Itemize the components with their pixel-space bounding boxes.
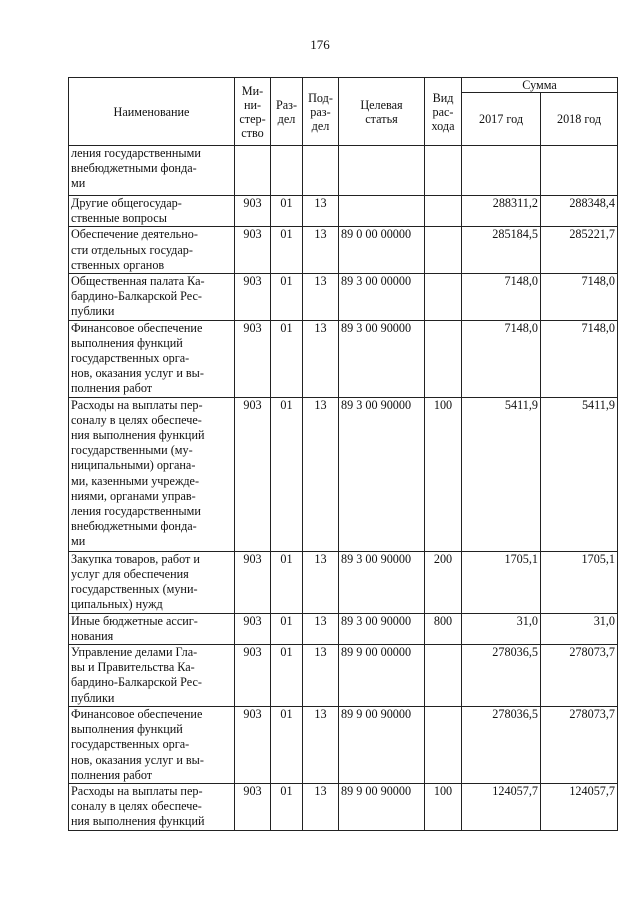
row-section: 01 <box>271 613 303 644</box>
row-sum-2017: 288311,2 <box>462 196 541 227</box>
row-expense-type: 200 <box>425 551 462 613</box>
row-ministry: 903 <box>235 707 271 784</box>
row-ministry: 903 <box>235 196 271 227</box>
row-expense-type <box>425 146 462 196</box>
row-expense-type <box>425 320 462 397</box>
row-target: 89 3 00 90000 <box>339 320 425 397</box>
row-ministry <box>235 146 271 196</box>
table-row <box>69 707 618 784</box>
row-sum-2017: 31,0 <box>462 613 541 644</box>
row-section <box>271 146 303 196</box>
table-row <box>69 613 618 644</box>
row-sum-2017: 285184,5 <box>462 227 541 274</box>
row-name: Закупка товаров, работ и услуг для обеспечения государственных (муни- ципальных) нужд <box>69 551 235 613</box>
row-expense-type <box>425 274 462 321</box>
table-row <box>69 784 618 831</box>
row-expense-type <box>425 227 462 274</box>
row-ministry: 903 <box>235 320 271 397</box>
row-expense-type: 100 <box>425 784 462 831</box>
row-name: Другие общегосудар- ственные вопросы <box>69 196 235 227</box>
row-sum-2017: 7148,0 <box>462 320 541 397</box>
row-sum-2018: 7148,0 <box>541 274 618 321</box>
row-sum-2017: 278036,5 <box>462 707 541 784</box>
row-subsection: 13 <box>303 397 339 551</box>
row-section: 01 <box>271 551 303 613</box>
row-subsection: 13 <box>303 784 339 831</box>
row-sum-2017: 124057,7 <box>462 784 541 831</box>
row-target: 89 9 00 00000 <box>339 645 425 707</box>
row-target <box>339 196 425 227</box>
header-section: Раз- дел <box>271 78 303 146</box>
row-expense-type: 800 <box>425 613 462 644</box>
row-ministry: 903 <box>235 784 271 831</box>
page-number: 176 <box>310 37 330 52</box>
row-subsection: 13 <box>303 320 339 397</box>
table-row <box>69 227 618 274</box>
row-name: Иные бюджетные ассиг- нования <box>69 613 235 644</box>
row-ministry: 903 <box>235 645 271 707</box>
row-name: Управление делами Гла- вы и Правительства Ка- бардино-Балкарской Рес- публики <box>69 645 235 707</box>
table-row <box>69 196 618 227</box>
row-ministry: 903 <box>235 551 271 613</box>
header-year-2018: 2018 год <box>541 93 618 146</box>
row-name: ления государственными внебюджетными фонда- ми <box>69 146 235 196</box>
header-year-2017: 2017 год <box>462 93 541 146</box>
row-name: Расходы на выплаты пер- соналу в целях обеспече- ния выполнения функций государственными (му- ниципальными) органа- ми, казенными учрежде- ниями, органами управ- ления государственными внебюджетными фонда- ми <box>69 397 235 551</box>
row-ministry: 903 <box>235 274 271 321</box>
row-target: 89 3 00 00000 <box>339 274 425 321</box>
row-name: Финансовое обеспечение выполнения функций государственных орга- нов, оказания услуг и вы- полнения работ <box>69 707 235 784</box>
row-expense-type <box>425 645 462 707</box>
row-sum-2018: 278073,7 <box>541 645 618 707</box>
row-sum-2018: 31,0 <box>541 613 618 644</box>
header-ministry: Ми- ни- стер- ство <box>235 78 271 146</box>
row-section: 01 <box>271 227 303 274</box>
row-target: 89 9 00 90000 <box>339 707 425 784</box>
row-sum-2018: 124057,7 <box>541 784 618 831</box>
row-ministry: 903 <box>235 613 271 644</box>
table-row <box>69 146 618 196</box>
row-subsection: 13 <box>303 613 339 644</box>
row-sum-2017: 278036,5 <box>462 645 541 707</box>
row-sum-2017: 1705,1 <box>462 551 541 613</box>
row-subsection: 13 <box>303 645 339 707</box>
row-target: 89 3 00 90000 <box>339 613 425 644</box>
row-sum-2018: 288348,4 <box>541 196 618 227</box>
row-subsection: 13 <box>303 196 339 227</box>
row-ministry: 903 <box>235 397 271 551</box>
row-sum-2018: 285221,7 <box>541 227 618 274</box>
row-target <box>339 146 425 196</box>
row-target: 89 0 00 00000 <box>339 227 425 274</box>
row-sum-2018: 1705,1 <box>541 551 618 613</box>
header-name: Наименование <box>69 78 235 146</box>
row-section: 01 <box>271 784 303 831</box>
header-expense-type: Вид рас- хода <box>425 78 462 146</box>
row-section: 01 <box>271 645 303 707</box>
row-target: 89 3 00 90000 <box>339 551 425 613</box>
row-name: Общественная палата Ка- бардино-Балкарской Рес- публики <box>69 274 235 321</box>
row-subsection: 13 <box>303 227 339 274</box>
row-sum-2017: 5411,9 <box>462 397 541 551</box>
row-sum-2018 <box>541 146 618 196</box>
row-section: 01 <box>271 707 303 784</box>
row-expense-type <box>425 196 462 227</box>
table-row <box>69 274 618 321</box>
row-section: 01 <box>271 196 303 227</box>
table-row <box>69 397 618 551</box>
row-ministry: 903 <box>235 227 271 274</box>
row-sum-2018: 278073,7 <box>541 707 618 784</box>
row-sum-2017: 7148,0 <box>462 274 541 321</box>
table-row <box>69 551 618 613</box>
header-target: Целевая статья <box>339 78 425 146</box>
row-expense-type: 100 <box>425 397 462 551</box>
row-name: Финансовое обеспечение выполнения функций государственных орга- нов, оказания услуг и вы- полнения работ <box>69 320 235 397</box>
table-row <box>69 645 618 707</box>
table-row <box>69 320 618 397</box>
row-subsection: 13 <box>303 274 339 321</box>
budget-table <box>68 77 618 831</box>
row-subsection: 13 <box>303 551 339 613</box>
row-sum-2018: 7148,0 <box>541 320 618 397</box>
row-section: 01 <box>271 274 303 321</box>
row-name: Обеспечение деятельно- сти отдельных государ- ственных органов <box>69 227 235 274</box>
header-subsection: Под- раз- дел <box>303 78 339 146</box>
row-name: Расходы на выплаты пер- соналу в целях обеспече- ния выполнения функций <box>69 784 235 831</box>
row-section: 01 <box>271 397 303 551</box>
row-section: 01 <box>271 320 303 397</box>
row-target: 89 9 00 90000 <box>339 784 425 831</box>
row-expense-type <box>425 707 462 784</box>
table-body <box>69 146 618 831</box>
header-sum: Сумма <box>462 78 618 93</box>
row-sum-2017 <box>462 146 541 196</box>
row-target: 89 3 00 90000 <box>339 397 425 551</box>
row-subsection: 13 <box>303 707 339 784</box>
row-subsection <box>303 146 339 196</box>
row-sum-2018: 5411,9 <box>541 397 618 551</box>
